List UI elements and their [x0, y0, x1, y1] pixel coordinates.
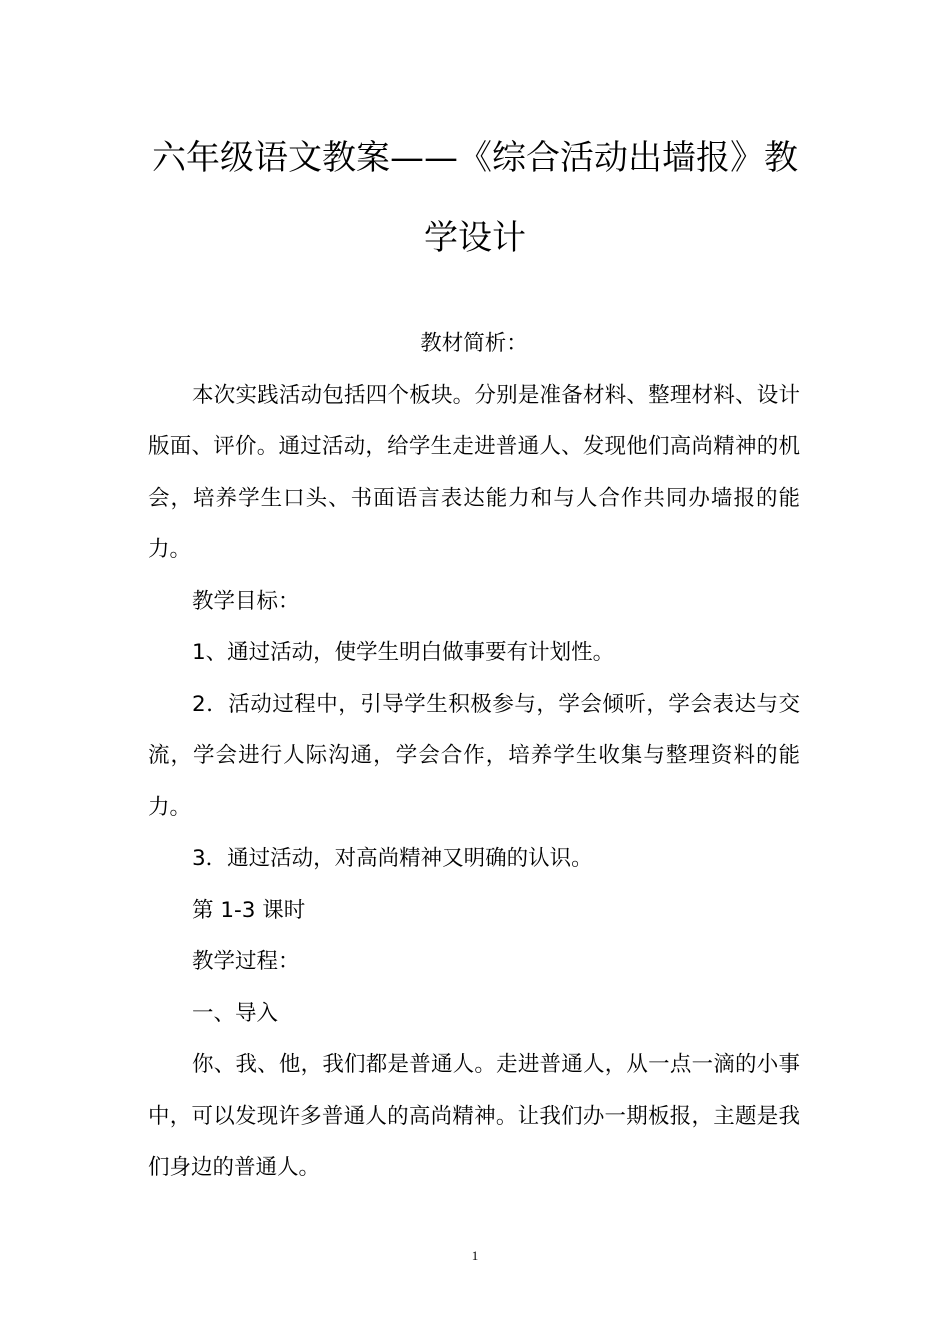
document-title: 六年级语文教案——《综合活动出墙报》教学设计 — [152, 138, 798, 258]
page-number: 1 — [471, 1248, 479, 1263]
section-heading-process: 教学过程： — [192, 949, 300, 974]
goal-item-2: 2．活动过程中，引导学生积极参与，学会倾听，学会表达与交流，学会进行人际沟通，学会合作，培养学生收集与整理资料的能力。 — [148, 691, 800, 820]
goal-item-1: 1、通过活动，使学生明白做事要有计划性。 — [192, 640, 615, 665]
paragraph-materials-analysis: 本次实践活动包括四个板块。分别是准备材料、整理材料、设计版面、评价。通过活动，给学生走进普通人、发现他们高尚精神的机会，培养学生口头、书面语言表达能力和与人合作共同办墙报的能力。 — [148, 382, 800, 562]
step-heading-intro: 一、导入 — [192, 1000, 279, 1026]
section-heading-goals: 教学目标： — [192, 588, 300, 614]
document-body — [148, 318, 800, 1194]
section-heading-materials: 教材简析： — [420, 331, 528, 356]
lesson-period: 第 1-3 课时 — [192, 897, 306, 923]
paragraph-intro: 你、我、他，我们都是普通人。走进普通人，从一点一滴的小事中，可以发现许多普通人的高尚精神。让我们办一期板报，主题是我们身边的普通人。 — [148, 1052, 800, 1180]
goal-item-3: 3．通过活动，对高尚精神又明确的认识。 — [192, 846, 593, 871]
